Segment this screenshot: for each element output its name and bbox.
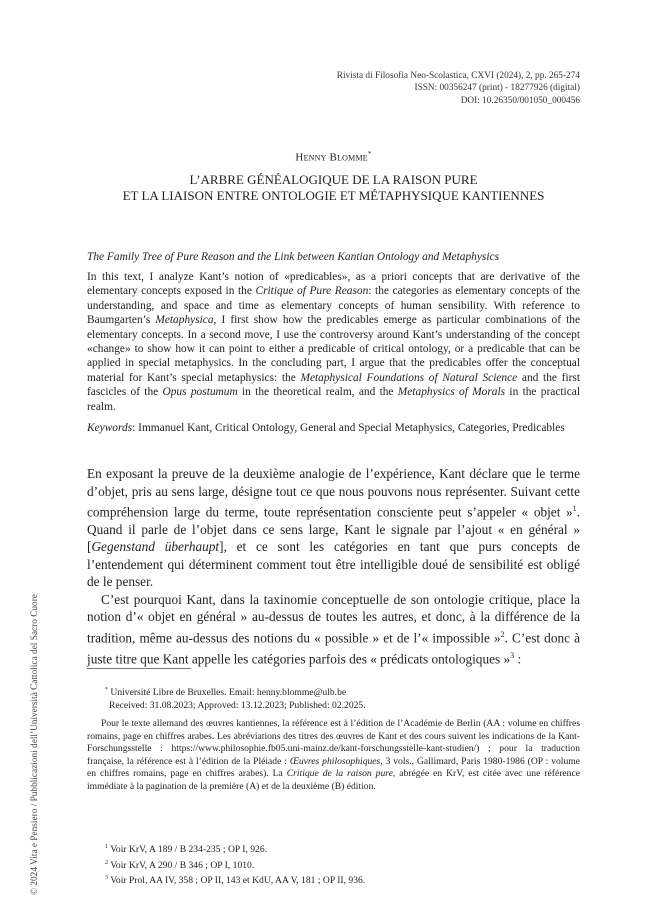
body-text [87,465,580,668]
footnote-ref-2[interactable]: 2 [500,629,505,639]
journal-citation: Rivista di Filosofia Neo-Scolastica, CXVI (2024), 2, pp. 265-274 [336,71,580,81]
footnote-3: $^3$ Voir Prol, AA IV, 358 ; OP II, 143 et KdU, AA V, 181 ; OP II, 936. [105,875,366,887]
author-footnote-mark: * [367,150,372,158]
footnote-1: $^1$ Voir KrV, A 189 / B 234-235 ; OP I, 926. [105,844,268,856]
paragraph-2: C’est pourquoi Kant, dans la taxinomie conceptuelle de son ontologie critique, place la notion d’« objet en général » au-dessus de toutes les autres, et donc, à la différence de la tradition, même au-dessus des notions du « possible » et de l’« impossible »$^2$. C’est donc à juste titre que Kant appelle les catégories parfois des « prédicats ontologiques »$^3$ : [87,591,580,667]
journal-doi: DOI: 10.26350/001050_000456 [460,95,580,106]
journal-issn: ISSN: 00356247 (print) - 18277926 (digital) [414,83,580,94]
title-line-2: ET LA LIAISON ENTRE ONTOLOGIE ET MÉTAPHYSIQUE KANTIENNES [122,188,545,203]
footnote-ref-1[interactable]: 1 [572,504,577,513]
keywords [87,421,580,435]
keywords-list: : Immanuel Kant, Critical Ontology, General and Special Metaphysics, Categories, Predicables [132,422,565,434]
keywords-label: Keywords [87,422,133,434]
article-title [87,172,580,204]
title-line-1: L’ARBRE GÉNÉALOGIQUE DE LA RAISON PURE [189,172,478,187]
english-title: The Family Tree of Pure Reason and the Link between Kantian Ontology and Metaphysics [87,251,500,263]
paragraph-1: En exposant la preuve de la deuxième analogie de l’expérience, Kant déclare que le terme d’objet, pris au sens large, désigne tout ce que nous pouvons nous représenter. Suivant cette compréhension large du terme, toute représentation consciente peut s’appeler « objet »$^1$. Quand il parle de l’objet dans ce sens large, Kant le signale par l’ajout « en général » [Gegenstand überhaupt], et ce sont les catégories en tant que purs concepts de l’entendement qui déterminent comment tout être intelligible doué de sensibilité est obligé de le penser. [87,466,580,590]
abstract: In this text, I analyze Kant’s notion of «predicables», as a priori concepts that are derivative of the elementary concepts exposed in the Critique of Pure Reason: the categories as elementary concepts of the understanding, and space and time as elementary concepts of human sensibility. With reference to Baumgarten’s Metaphysica, I first show how the predicables emerge as particular combinations of the elementary concepts. In a second move, I use the controversy around Kant’s understanding of the concept «change» to show how it can point to either a predicable of critical ontology, or a predicable that can be applied in special metaphysics. In the concluding part, I argue that the predicables offer the conceptual material for Kant’s special metaphysics: the Metaphysical Foundations of Natural Science and the first fascicles of the Opus postumum in the theoretical realm, and the Metaphysics of Morals in the practical realm. [87,271,580,413]
footnote-ref-3[interactable]: 3 [510,650,515,660]
footnote-2: $^2$ Voir KrV, A 290 / B 346 ; OP I, 1010. [105,859,255,871]
author-name: Henny Blomme* [295,150,372,164]
author-affiliation-note: * Université Libre de Bruxelles. Email: henny.blomme@ulb.be Received: 31.08.2023; Approved: 13.12.2023; Published: 02.2025. [105,687,366,712]
footnote-list [105,841,565,888]
copyright-sidebar: © 2024 Vita e Pensiero / Pubblicazioni dell’Università Cattolica del Sacro Cuore [30,594,40,895]
footnote-divider [87,668,191,669]
journal-header [87,70,580,107]
edition-note: Pour le texte allemand des œuvres kantiennes, la référence est à l’édition de l’Académie de Berlin (AA : volume en chiffres romains, page en chiffres arabes. Les abréviations des titres des œuvres de Kant et des cours suivent les indications de la Kant-Forschungsstelle : https://www.philosophie.fb05.uni-mainz.de/kant-forschungsstelle-kant-studien/) ; pour la traduction française, la référence est à l’édition de la Pléiade : Œuvres philosophiques, 3 vols., Gallimard, Paris 1980-1986 (OP : volume en chiffres romains, page en chiffres arabes). La Critique de la raison pure, abrégée en KrV, est citée avec une référence immédiate à la pagination de la première (A) et de la deuxième (B) édition. [87,718,580,792]
